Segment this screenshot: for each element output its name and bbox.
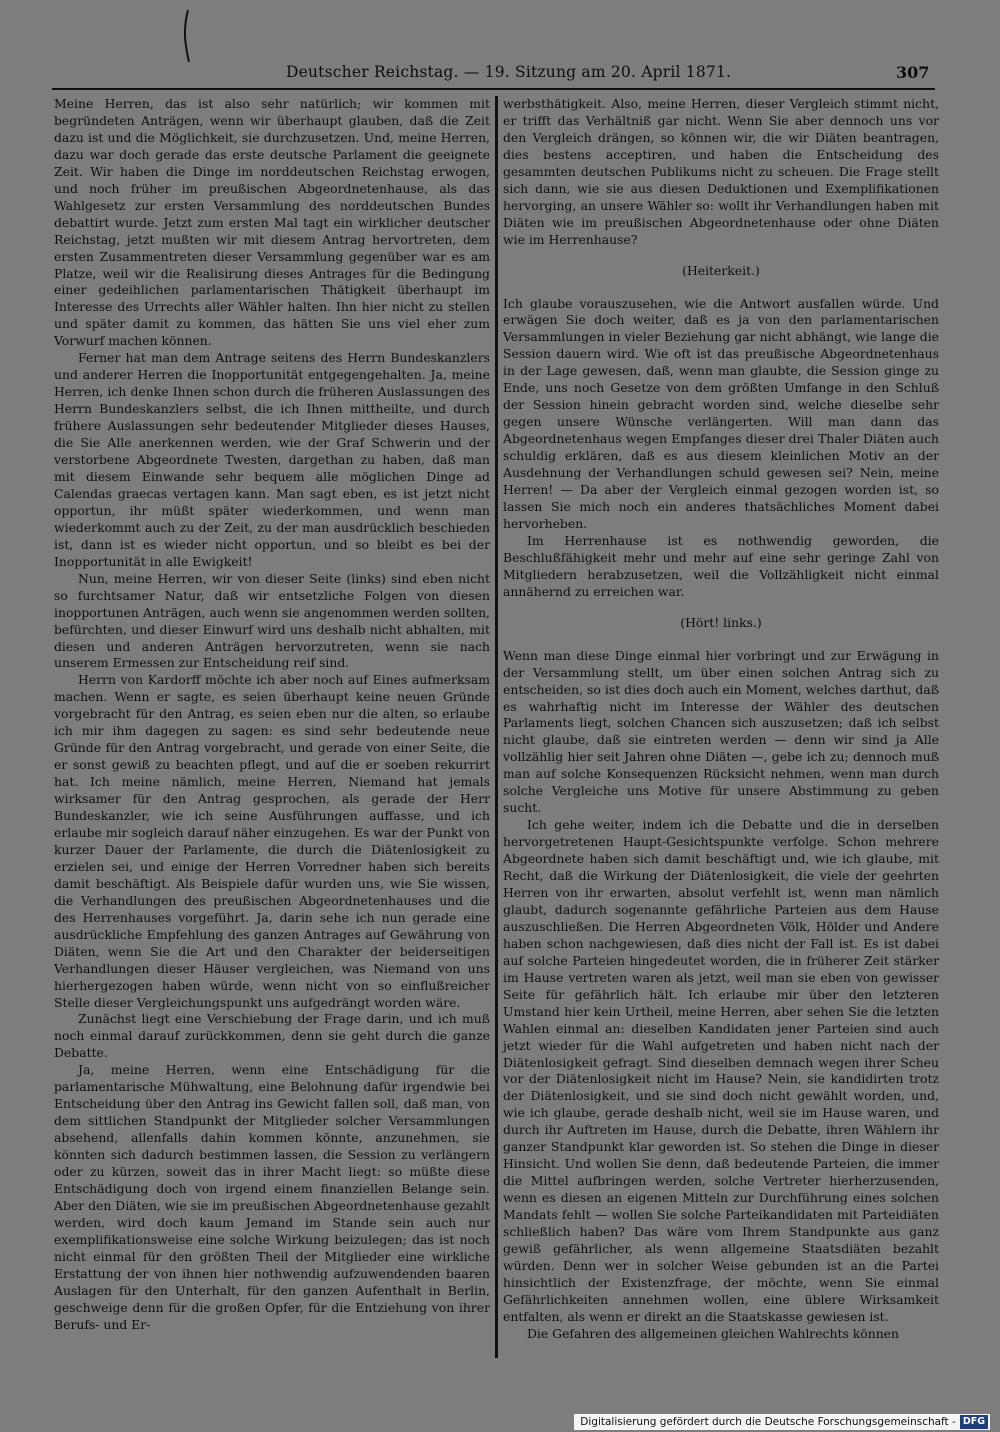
column-divider <box>495 96 498 1358</box>
paragraph: werbsthätigkeit. Also, meine Herren, dieser Vergleich stimmt nicht, er trifft das Verhältniß gar nicht. Wenn Sie aber dennoch uns vor den Vergleich drängen, so können wir, die wir Diäten beantragen, dies bestens acceptiren, und haben die Entscheidung des gesammten deutschen Publikums nicht zu scheuen. Die Frage stellt sich dann, wie sie aus diesen Deduktionen und Exemplifikationen hervorging, an unsere Wähler so: wollt ihr Verhandlungen haben mit Diäten wie im preußischen Abgeordnetenhause oder ohne Diäten wie im Herrenhause? <box>503 96 939 247</box>
dfg-logo: DFG <box>960 1415 988 1429</box>
credit-text: Digitalisierung gefördert durch die Deutsche Forschungsgemeinschaft - <box>580 1416 956 1428</box>
paragraph: Ich gehe weiter, indem ich die Debatte und die in derselben hervorgetretenen Haupt-Gesichtspunkte verfolge. Schon mehrere Abgeordnete haben sich damit beschäftigt und, wie ich glaube, mit Recht, daß die Wirkung der Diätenlosigkeit, die viele der geehrten Herren von ihr erwarten, absolut verfehlt ist, wenn man nämlich glaubt, dadurch sogenannte gefährliche Parteien aus dem Hause auszuschließen. Die Herren Abgeordneten Völk, Hölder und Andere haben schon nachgewiesen, daß dies nicht der Fall ist. Es ist dabei auf solche Parteien hingedeutet worden, die in früherer Zeit stärker im Hause vertreten waren als jetzt, weil man sie eben von gewisser Seite für gefährlich hält. Ich erlaube mir über den letzteren Umstand hier kein Urtheil, meine Herren, aber sehen Sie die letzten Wahlen einmal an: dieselben Kandidaten jener Parteien sind auch jetzt wieder für die Wahl aufgetreten und haben nicht nach der Diätenlosigkeit gefragt. Sind dieselben demnach wegen ihrer Scheu vor der Diätenlosigkeit nicht im Hause? Nein, sie kandidirten trotz der Diätenlosigkeit, und sie sind doch nicht gewählt worden, und, wie ich glaube, gerade deshalb nicht, weil sie im Hause waren, und durch ihr Auftreten im Hause, durch die Debatte, ihren Wählern ihr ganzer Standpunkt klar geworden ist. So stehen die Dinge in dieser Hinsicht. Und wollen Sie denn, daß bedeutende Parteien, die immer die Mittel aufbringen werden, solche Vertreter hierherzusenden, wenn es diesen an eigenen Mitteln zur Durchführung eines solchen Mandats fehlt — wollen Sie solche Parteikandidaten mit Parteidiäten schließlich haben? Das wäre vom Ihrem Standpunkte aus ganz gewiß gefährlicher, als wenn allgemeine Staatsdiäten bezahlt würden. Denn wer in solcher Weise gebunden ist an die Partei hinsichtlich der Existenzfrage, der möchte, wenn Sie einmal Gefährlichkeiten annehmen wollen, eine üblere Wirksamkeit entfalten, als wenn er direkt an die Staatskasse gewiesen ist. <box>503 817 939 1324</box>
running-title: Deutscher Reichstag. — 19. Sitzung am 20. April 1871. <box>286 63 732 81</box>
paragraph: Die Gefahren des allgemeinen gleichen Wahlrechts können <box>527 1325 899 1341</box>
paragraph: Herrn von Kardorff möchte ich aber noch auf Eines aufmerksam machen. Wenn er sagte, es seien überhaupt keine neuen Gründe vorgebracht für den Antrag, es seien eben nur die alten, so erlaube ich mir ihm dagegen zu sagen: es sind sehr bedeutende neue Gründe für den Antrag vorgebracht, und gerade von einer Seite, die er sonst gewiß zu beachten pflegt, und auf die er soeben rekurrirt hat. Ich meine nämlich, meine Herren, Niemand hat jemals wirksamer für den Antrag gesprochen, als gerade der Herr Bundeskanzler, wie ich seine Ausführungen auffasse, und ich erlaube mir sogleich darauf näher einzugehen. Es war der Punkt von kurzer Dauer der Parlamente, die durch die Diätenlosigkeit zu erzielen sei, und einige der Herren Vorredner haben sich bereits damit beschäftigt. Als Beispiele dafür wurden uns, wie Sie wissen, die Verhandlungen des preußischen Abgeordnetenhauses und die des Herrenhauses vorgeführt. Ja, darin sehe ich nun gerade eine ausdrückliche Empfehlung des ganzen Antrages auf Gewährung von Diäten, wenn Sie die Art und den Charakter der beiderseitigen Verhandlungen dieser Häuser vergleichen, was Niemand von uns hierhergezogen haben würde, wenn nicht von so einflußreicher Stelle dieser Vergleichungspunkt uns aufgedrängt worden wäre. <box>54 672 490 1010</box>
page-number: 307 <box>896 63 930 82</box>
paragraph: Nun, meine Herren, wir von dieser Seite (links) sind eben nicht so furchtsamer Natur, daß wir entsetzliche Folgen von diesen inopportunen Anträgen, auch wenn sie angenommen werden sollten, befürchten, und dieser Einwurf wird uns deshalb nicht abhalten, mit diesen und anderen Anträgen hervorzutreten, wenn sie nach unserem Ermessen zur Entscheidung reif sind. <box>54 570 490 671</box>
header-rule <box>52 88 935 90</box>
paragraph: Ferner hat man dem Antrage seitens des Herrn Bundeskanzlers und anderer Herren die Inopportunität entgegengehalten. Ja, meine Herren, ich denke Ihnen schon durch die früheren Auslassungen des Herrn Bundeskanzlers selbst, die ich Ihnen mittheilte, und durch frühere Auslassungen sehr bedeutender Mitglieder dieses Hauses, die Sie Alle anerkennen werden, wie der Graf Schwerin und der verstorbene Abgeordnete Twesten, dargethan zu haben, daß man mit diesem Einwande sehr bequem alle möglichen Dinge ad Calendas graecas vertagen kann. Man sagt eben, es ist jetzt nicht opportun, ihr müßt später wiederkommen, und wenn man wiederkommt auch zu der Zeit, zu der man ausdrücklich beschieden ist, dann ist es wieder nicht opportun, und so bleibt es bei der Inopportunität in alle Ewigkeit! <box>54 350 490 569</box>
paragraph: Zunächst liegt eine Verschiebung der Frage darin, und ich muß noch einmal darauf zurückkommen, denn sie geht durch die ganze Debatte. <box>54 1011 490 1061</box>
digitization-credit <box>574 1414 990 1430</box>
paragraph: Im Herrenhause ist es nothwendig geworden, die Beschlußfähigkeit mehr und mehr auf eine sehr geringe Zahl von Mitgliedern herabzusetzen, weil die Vollzähligkeit nicht einmal annähernd zu erreichen war. <box>503 532 939 599</box>
paragraph: Ja, meine Herren, wenn eine Entschädigung für die parlamentarische Mühwaltung, eine Belohnung dafür irgendwie bei Entscheidung über den Antrag ins Gewicht fallen soll, daß man, von dem sittlichen Standpunkt der Mitglieder solcher Versammlungen absehend, allenfalls dahin kommen könnte, anzunehmen, sie könnten sich dadurch bestimmen lassen, die Session zu verlängern oder zu kürzen, soweit das in ihrer Macht liegt: so müßte diese Entschädigung doch von irgend einem finanziellen Belange sein. Aber den Diäten, wie sie im preußischen Abgeordnetenhause gezahlt werden, wird doch kaum Jemand im Stande sein auch nur exemplifikationsweise eine solche Wirkung beizulegen; das ist noch nicht einmal für den größten Theil der Mitglieder eine wirkliche Erstattung der von ihnen hier nothwendig aufzuwendenden baaren Auslagen für den Unterhalt, für den ganzen Aufenthalt in Berlin, geschweige denn für die großen Opfer, für die Entziehung von ihrer Berufs- und Er- <box>54 1062 490 1332</box>
paragraph: Ich glaube vorauszusehen, wie die Antwort ausfallen würde. Und erwägen Sie doch weiter, daß es ja von den parlamentarischen Versammlungen in vieler Beziehung gar nicht abhängt, wie lange die Session dauern wird. Wie oft ist das preußische Abgeordnetenhaus in der Lage gewesen, daß, wenn man glaubte, die Session ginge zu Ende, uns noch Gesetze von dem größten Umfange in den Schluß der Session hinein gebracht worden sind, welche dieselbe sehr gegen unsere Wünsche verlängerten. Will man dann das Abgeordnetenhaus wegen Empfanges dieser drei Thaler Diäten auch schuldig erklären, daß es aus diesem kleinlichen Motiv an der Ausdehnung der Verhandlungen schuld gewesen sei? Nein, meine Herren! — Da aber der Vergleich einmal gezogen worden ist, so lassen Sie mich noch ein anderes thatsächliches Moment dabei hervorheben. <box>503 295 939 531</box>
stage-direction: (Heiterkeit.) <box>682 262 760 278</box>
stage-direction: (Hört! links.) <box>680 614 762 630</box>
ink-mark <box>182 8 192 64</box>
right-column <box>503 96 939 1343</box>
left-column <box>54 96 490 1334</box>
paragraph: Wenn man diese Dinge einmal hier vorbringt und zur Erwägung in der Versammlung stellt, um über einen solchen Antrag sich zu entscheiden, so ist dies doch auch ein Moment, welches darthut, daß es wahrhaftig nicht im Interesse der Wähler des deutschen Parlaments liegt, solchen Chancen sich auszusetzen; daß ich selbst nicht glaube, daß sie eintreten werden — denn wir sind ja Alle vollzählig hier seit Jahren ohne Diäten —, gebe ich zu; dennoch muß man auf solche Konsequenzen Rücksicht nehmen, wenn man durch solche Vergleiche uns Motive für unsere Abstimmung zu geben sucht. <box>503 647 939 816</box>
paragraph: Meine Herren, das ist also sehr natürlich; wir kommen mit begründeten Anträgen, wenn wir überhaupt glauben, daß die Zeit dazu ist und die Möglichkeit, sie durchzusetzen. Und, meine Herren, dazu war doch gerade das erste deutsche Parlament die geeignete Zeit. Wir haben die Dinge im norddeutschen Reichstag erwogen, und noch früher im preußischen Abgeordnetenhause, als das Wahlgesetz zur ersten Versammlung des norddeutschen Bundes debattirt wurde. Jetzt zum ersten Mal tagt ein wirklicher deutscher Reichstag, jetzt mußten wir mit diesem Antrag hervortreten, dem ersten Zusammentreten dieser Versammlung gegenüber war es am Platze, weil wir die Realisirung dieses Antrages für die Bedingung einer gedeihlichen parlamentarischen Thätigkeit überhaupt im Interesse des Urrechts aller Wähler halten. Ihn hier nicht zu stellen und später damit zu kommen, das hätten Sie uns viel eher zum Vorwurf machen können. <box>54 96 490 349</box>
